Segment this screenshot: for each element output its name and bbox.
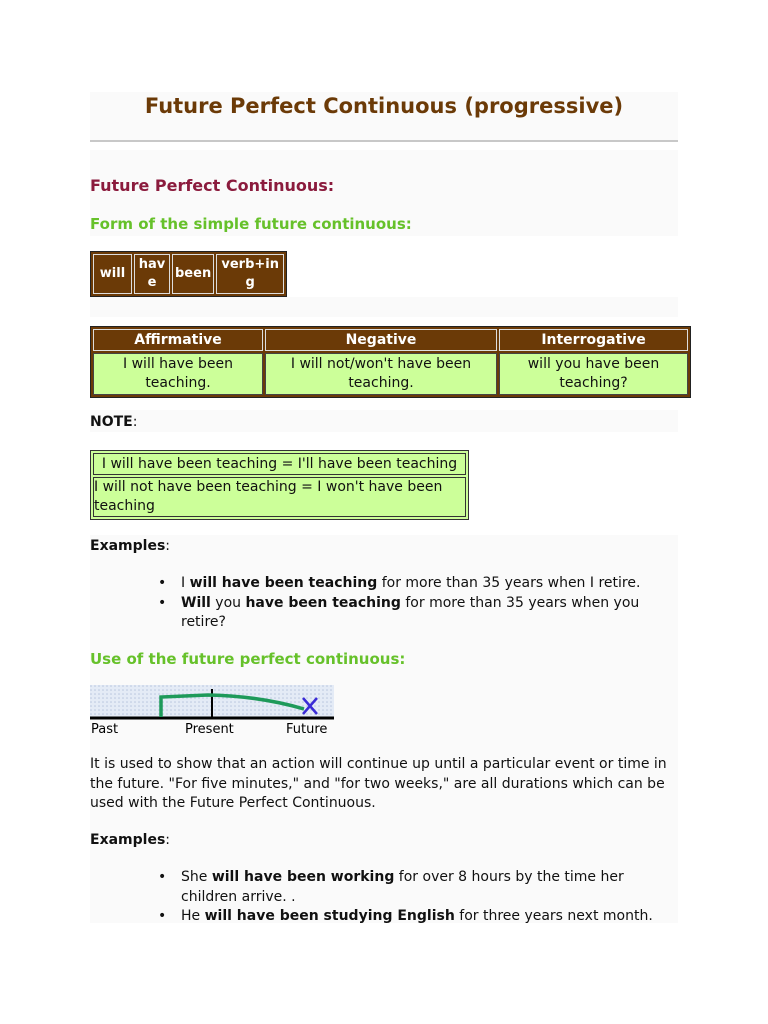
use-heading: Use of the future perfect continuous: <box>90 650 406 668</box>
form-cell-will: will <box>93 254 132 294</box>
note-table <box>90 450 469 520</box>
examples-list-2 <box>90 868 661 927</box>
note-row-2: I will not have been teaching = I won't have been teaching <box>93 477 466 517</box>
list-item: • I will have been teaching for more than 35 years when I retire. <box>181 574 661 594</box>
cell-interrogative: will you have been teaching? <box>499 353 688 395</box>
timeline-label-future: Future <box>286 722 328 737</box>
form-table <box>90 251 287 297</box>
note-label: NOTE: <box>90 414 138 430</box>
form-cell-have: have <box>134 254 170 294</box>
form-heading: Form of the simple future continuous: <box>90 215 412 233</box>
list-item: • Will you have been teaching for more than 35 years when you retire? <box>181 594 661 633</box>
cell-affirmative: I will have been teaching. <box>93 353 263 395</box>
form-cell-been: been <box>172 254 214 294</box>
list-item: • She will have been working for over 8 hours by the time her children arrive. . <box>181 868 661 907</box>
timeline-label-present: Present <box>185 722 234 737</box>
page-title: Future Perfect Continuous (progressive) <box>144 94 624 118</box>
timeline-label-past: Past <box>91 722 119 737</box>
examples-list-1 <box>90 574 661 633</box>
header-affirmative: Affirmative <box>93 329 263 351</box>
cell-negative: I will not/won't have been teaching. <box>265 353 497 395</box>
header-interrogative: Interrogative <box>499 329 688 351</box>
examples-label-2: Examples: <box>90 832 170 848</box>
header-negative: Negative <box>265 329 497 351</box>
list-item: • He will have been studying English for three years next month. <box>181 907 661 927</box>
form-cell-verb-ing: verb+ing <box>216 254 284 294</box>
timeline-diagram <box>90 685 334 737</box>
conjugation-table <box>90 326 691 398</box>
title-divider <box>90 140 678 142</box>
section-heading: Future Perfect Continuous: <box>90 176 335 195</box>
use-paragraph: It is used to show that an action will continue up until a particular event or time in the future. "For five minutes," and "for two weeks," are all durations which can be used with the Future Perfect Continuous. <box>90 756 667 811</box>
note-row-1: I will have been teaching = I'll have been teaching <box>93 453 466 475</box>
examples-label-1: Examples: <box>90 538 170 554</box>
